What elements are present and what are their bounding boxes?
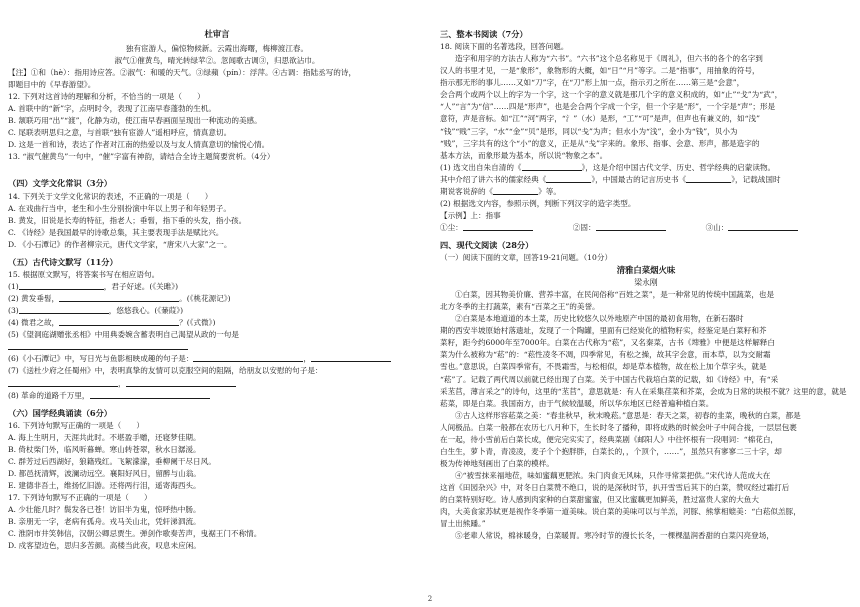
- option-line: D. 这是一首和诗，表达了作者对江南的热爱以及与友人情真意切的愉悦心情。: [8, 140, 270, 150]
- example-line: 【示例】上：指事: [440, 210, 501, 220]
- option-line: B. 颔联巧用“出”“渡”，化静为动，使江南早春画面呈现出一种流动的美感。: [8, 116, 262, 126]
- essay-line: 人间极品。白菜一般都在农历七八月种下，生长时冬了播种，即将成熟的时候会叶子中间合拢，一层层包裹: [440, 422, 797, 432]
- essay-line: 极为传神地刻画出了白菜的模样。: [440, 458, 554, 468]
- fill-in-item: (2) 黄发垂髫， 。(《桃花源记》): [8, 294, 231, 304]
- question-14-stem: 14. 下列关于文学文化常识的表述，不正确的一项是（ ）: [8, 191, 213, 201]
- answer-blank[interactable]: [493, 186, 538, 195]
- answer-blank[interactable]: [19, 281, 104, 290]
- passage-line: “人”“言”为“信”……四是“形声”，也是会合两个字成一个字，但一个字是“形”，一个字是“声”；形是: [440, 102, 776, 112]
- answer-blank[interactable]: [686, 174, 731, 183]
- question-18-1: (1) 选文出自朱自清的《 》，这是介绍中国古代文学、历史、哲学经典的启蒙读物。: [440, 162, 776, 172]
- option-line: A. 在戏曲行当中，老生和小生分别扮演中年以上男子和年轻男子。: [8, 203, 231, 213]
- answer-blank[interactable]: [59, 293, 179, 302]
- answer-blank[interactable]: [126, 378, 236, 387]
- right-column: [440, 28, 852, 593]
- section-5-heading: （五）古代诗文默写（11分）: [8, 256, 118, 267]
- section-6-heading: （六）国学经典诵读（6分）: [8, 407, 112, 418]
- option-line: B. 亲朋无一字，老病有孤舟。戎马关山北，凭轩涕泗流。: [8, 517, 201, 527]
- answer-blank[interactable]: [8, 378, 118, 387]
- essay-line: 北方冬季的主打蔬菜，素有“百菜之王”的美誉。: [440, 302, 600, 312]
- answer-blank[interactable]: [522, 162, 582, 171]
- essay-line: 期的西安半坡原始村落遗址，发现了一个陶罐，里面有已经炭化的植物籽实，经鉴定是白菜籽和芥: [440, 326, 767, 336]
- question-13-stem: 13. “淑气催黄鸟”一句中，“催”字富有神韵，请结合全诗主题简要赏析。（4分）: [8, 152, 275, 162]
- essay-line: ⑤老辈人常说，棉袜暖身，白菜暖胃。寒冷时节的漫长长冬，一棵棵温润香甜的白菜闪亮登场，: [455, 531, 774, 541]
- essay-line: 菜籽，距今约6000年至7000年。白菜在古代称为“菘”，又名秦菜，古书《埤雅》中便是这样解释白: [440, 338, 775, 348]
- passage-line: 意符，声是音标。如“江”“河”两字，“氵”（水）是形，“工”“可”是声，但声也有兼义的，如“浅”: [440, 114, 760, 124]
- essay-line: 这首《田园杂兴》中，对冬日白菜赞不绝口，说的是深秋时节，扒开雪雪后其下的白菜，赞叹经过霜打后: [440, 482, 790, 492]
- section-4-heading-modern: 四、现代文阅读（28分）: [440, 239, 534, 250]
- answer-blank[interactable]: [193, 353, 303, 362]
- option-line: B. 倚杖柴门外，临风听暮蝉。寒山转苍翠，秋水日潺湲。: [8, 444, 201, 454]
- essay-line: 冒土出熊蹯。”: [440, 519, 486, 529]
- fill-in-item: (4) 微君之故， ？(《式微》): [8, 318, 216, 328]
- fill-in-item: [8, 341, 426, 353]
- poem-line: 独有宦游人，偏惊物候新。云霞出海曙，梅柳渡江春。: [125, 44, 309, 53]
- option-line: A. 首联中的“新”字，点明时令，表现了江南早春蓬勃的生机。: [8, 104, 216, 114]
- passage-line: 基本方法，而象形最为基本，所以说“物象之本”。: [440, 150, 608, 160]
- answer-blank[interactable]: [546, 174, 591, 183]
- section-4-heading: （四）文学文化常识（3分）: [8, 178, 112, 189]
- question-15-stem: 15. 根据原文默写，将答案书写在相应语句。: [8, 270, 160, 280]
- answer-blank[interactable]: [596, 222, 666, 231]
- question-17-stem: 17. 下列诗句默写不正确的一项是（ ）: [8, 493, 152, 503]
- essay-line: 肉，大美食家苏轼更是视作冬季第一道美味。说白菜的美味可以与羊羔，河豚、熊掌相媲美：“白菘似羔豚，: [440, 507, 801, 517]
- passage-line: “钱”“贱”三字，“水”“金”“贝”是形，同以“戋”为声；但水小为“浅”，金小为“钱”，贝小为: [440, 126, 738, 136]
- essay-line: 雪也。”意思说，白菜四季常有，不畏霜雪，与松相似，却是草本植物，故在松上加个草字头，就是: [440, 362, 767, 372]
- question-18-1-cont: 期说客说辞的《 》等。: [440, 186, 561, 196]
- option-line: C. 淮阴市井笑韩信，汉朝公卿忌贾生。弹剑作歌奏苦声，曳裾王门不称情。: [8, 529, 262, 539]
- fill-in-item: (5)《望洞庭湖赠张丞相》中用典委婉含蓄表明自己渴望从政的一句是: [8, 330, 239, 340]
- passage-line: 汉人的书里才见，一是“象形”，象物形的大概，如“日”“月”等字。二是“指事”，用抽象的符号，: [440, 66, 760, 76]
- option-line: E. 建德非吾土，维扬忆旧游。还将两行泪，遥寄海西头。: [8, 481, 201, 491]
- essay-line: 采苤苢，薄言采之”的诗句，这里的“苤苢”，意思就是：有人在采集荏菜和芥菜，会成为日常的块根不就？这里的意，就是: [440, 386, 847, 396]
- fill-in-item: (8) 革命的道路千万里，: [8, 390, 426, 402]
- question-18-2: (2) 根据选文内容，参照示例，判断下列汉字的造字类型。: [440, 198, 636, 208]
- question-16-stem: 16. 下列诗句默写正确的一项是（ ）: [8, 420, 144, 430]
- option-line: C. 尾联表明思归之意，与首联“独有宦游人”遥相呼应，情真意切。: [8, 128, 232, 138]
- option-line: C. 群芳过后西湖好，狼籍残红。飞絮濛濛，垂柳阑干尽日风。: [8, 456, 216, 466]
- answer-blank[interactable]: [311, 353, 391, 362]
- question-18-stem: 18. 阅读下面的名著选段，回答问题。: [440, 42, 569, 52]
- essay-author: 梁永刚: [634, 278, 658, 288]
- essay-line: ②白菜是本地道道的本土菜，历史比较悠久以外地原产中国的最初食用物，在新石器时: [455, 314, 744, 324]
- answer-blank[interactable]: [463, 222, 533, 231]
- fill-in-item: (1) ，君子好逑。(《关雎》): [8, 282, 179, 292]
- question-18-1-cont: 其中介绍了讲六书的儒家经典《 》，中国最古的记言历史书《 》，记载战国时: [440, 174, 781, 184]
- option-line: A. 少壮能几时？鬓发各已苍！访旧半为鬼，惊呼热中肠。: [8, 505, 201, 515]
- essay-title: 清雅白菜烟火味: [616, 265, 676, 276]
- answer-blank[interactable]: [728, 222, 798, 231]
- poem-line: 淑气①催黄鸟，晴光转绿苹②。忽闻歌古调③，归思欲沾巾。: [114, 56, 320, 66]
- left-column: [8, 28, 426, 593]
- note-line: 即题目中的《早春游望》。: [8, 80, 96, 90]
- part-1-instruction: （一）阅读下面的文章，回答19-21问题。（10分）: [440, 253, 613, 263]
- fill-in-item: (3) ，悠悠我心。(《蒹葭》): [8, 306, 184, 316]
- passage-line: “贱”，三字共有的这个“小”的意义，正是从“戋”字来的。象形、指事、会意、形声，都是造字的: [440, 138, 760, 148]
- answer-blank[interactable]: [90, 390, 210, 399]
- page-number: 2: [427, 595, 433, 603]
- passage-line: 会合两个或两个以上的字为一个字，这一个字的意义就是那几个字的意义积成的，如“止”“戈”为“武”，: [440, 90, 783, 100]
- option-line: D. 《小石潭记》的作者柳宗元，唐代文学家，“唐宋八大家”之一。: [8, 239, 232, 249]
- essay-line: 菜为什么被称为“菘”的：“菘性凌冬不凋，四季常见，有松之操，故其字会意，而本草，以为交耐霜: [440, 350, 771, 360]
- question-12-stem: 12. 下列对这首诗的理解和分析，不恰当的一项是（ ）: [8, 92, 205, 102]
- option-line: D. 都邑抚清辉，波澜动远空。襄阳好风日，留醉与山翁。: [8, 469, 201, 479]
- option-line: C. 《诗经》是我国最早的诗歌总集，其主要表现手法是赋比兴。: [8, 227, 224, 237]
- essay-line: ③古人这样形容菘菜之美：“春韭秋早，秋末晚菘。”意思是：春天之菜，初春的韭菜，晚秋的白菜，都是: [455, 410, 801, 420]
- essay-line: “菘”了。记载了两代周以前就已经出现了白菜。关于中国古代栽培白菜的记载，如《诗经》中，有“采: [440, 374, 779, 384]
- option-line: B. 黄发，旧说是长寿的特征，指老人；垂髫，指下垂的头发，指小孩。: [8, 215, 247, 225]
- option-line: A. 海上生明月，天涯共此时。不堪盈手赠，还寝梦佳期。: [8, 432, 201, 442]
- option-line: D. 戍客望边色，思归多苦颜。高楼当此夜，叹息未应闲。: [8, 541, 201, 551]
- essay-line: 菘菜，即是白菜。我国南方，由于气候较温暖，所以华东地区已经普遍种植白菜。: [440, 398, 714, 408]
- essay-line: 白生生，萝卜青，青凌凌，麦子个个抱胖胖，白菜长的，，个顶个，……”，虽然只有寥寥二三十字，却: [440, 446, 782, 456]
- poem-title: 杜审言: [204, 29, 230, 39]
- note-line: 【注】①和（hè）：指用诗应答。②淑气：和暖的天气。③绿蘋（pín）：浮萍。④古调：指陆丞写的诗，: [8, 68, 357, 78]
- answer-blank[interactable]: [8, 341, 188, 350]
- section-3-heading: 三、整本书阅读（7分）: [440, 29, 528, 39]
- essay-line: 在一起，待小雪前后白菜长成，便完完实实了，经典菜剧《邮阳人》中往怀根有一段唱词：“棉花白，: [440, 434, 779, 444]
- answer-blank[interactable]: [59, 317, 179, 326]
- passage-line: 造字和用字的方法古人称为“六书”。“六书”这个总名称见于《周礼》，但六书的各个的名字到: [455, 54, 763, 64]
- fill-in-item: ，: [8, 378, 426, 390]
- classify-items: ①尘： ②固： ③山：: [440, 222, 852, 234]
- essay-line: ①白菜，因其物美价廉、营养丰富，在民间俗称“百姓之菜”，是一种常见的传统中国蔬菜，也是: [455, 290, 775, 300]
- essay-line: ④“被雪抹来福地莅，味如蜜藕更肥浓。朱门肉食无风味，只作寻常菜把供。”宋代诗人范成大在: [455, 470, 771, 480]
- passage-line: 指示那无形的事儿……又如“刀”字，在“刀”形上加一点，指示刃之所在……第三是“会意”，: [440, 78, 745, 88]
- fill-in-item: (6)《小石潭记》中，写日光与鱼影相映成趣的句子是： ，: [8, 353, 426, 365]
- essay-line: 的白菜特别好吃。诗人感到肉家种的白菜甜蜜蜜，但又比蜜藕更加鲜美，胜过富贵人家的大鱼大: [440, 495, 759, 504]
- fill-in-item: (7)《送杜少府之任蜀州》中，表明真挚的友情可以克服空间的阻隔，给朋友以安慰的句子是：: [8, 366, 323, 376]
- answer-blank[interactable]: [19, 305, 109, 314]
